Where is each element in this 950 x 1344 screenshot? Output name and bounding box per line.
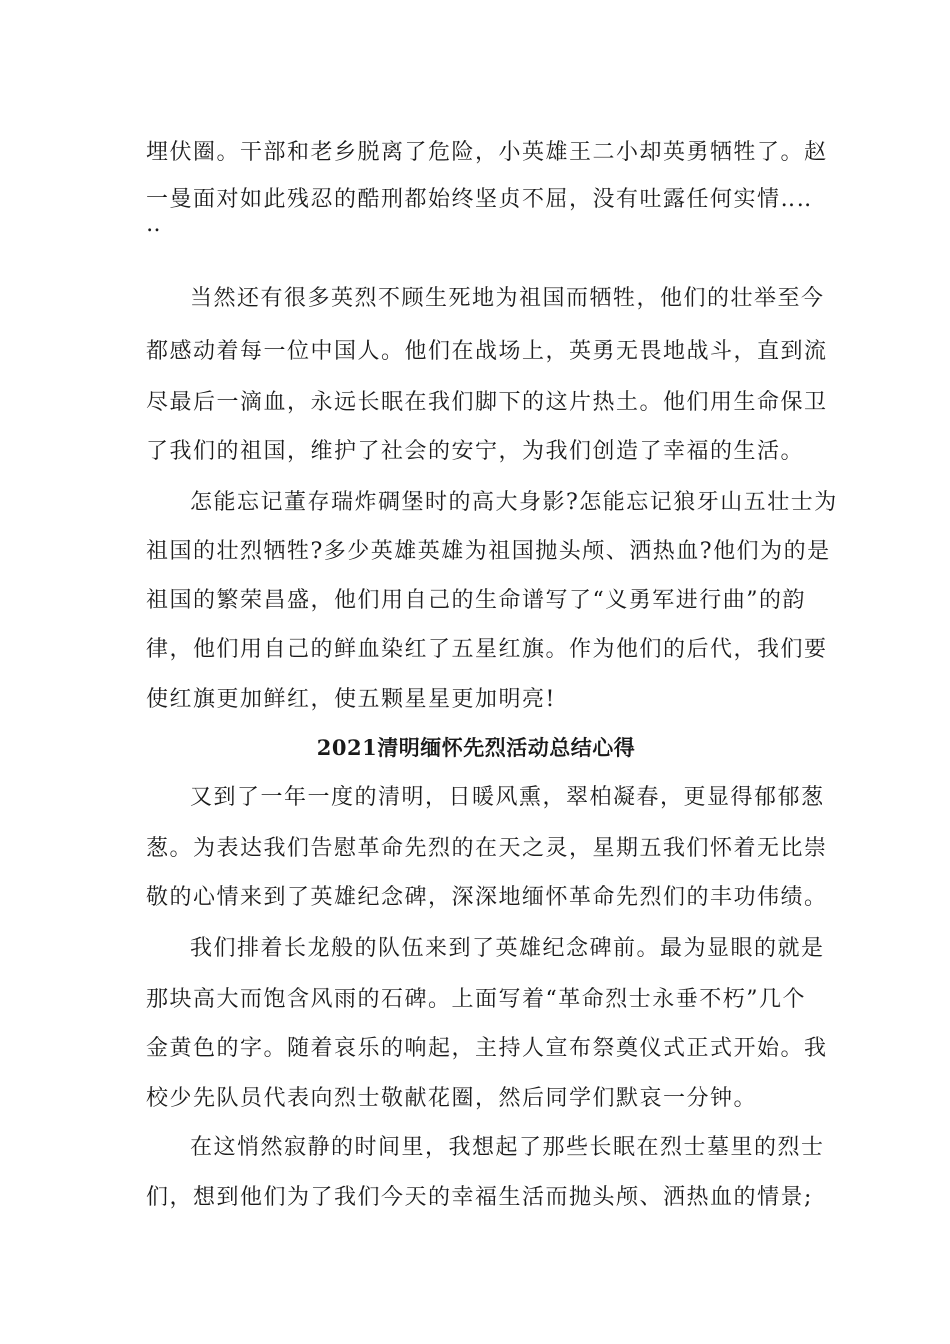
text-line: 都感动着每一位中国人。他们在战场上，英勇无畏地战斗，直到流 [146,339,828,364]
text-line: 祖国的繁荣昌盛，他们用自己的生命谱写了“义勇军进行曲”的韵 [146,588,806,613]
text-line: 使红旗更加鲜红，使五颗星星更加明亮! [146,687,556,712]
section-title: 2021清明缅怀先烈活动总结心得 [316,735,636,760]
text-line: 那块高大而饱含风雨的石碑。上面写着“革命烈士永垂不朽”几个 [146,987,806,1012]
text-line: 们，想到他们为了我们今天的幸福生活而抛头颅、洒热血的情景; [146,1185,813,1210]
text-line: 校少先队员代表向烈士敬献花圈，然后同学们默哀一分钟。 [146,1086,758,1111]
text-line: 一曼面对如此残忍的酷刑都始终坚贞不屈，没有吐露任何实情‥‥ [146,187,813,212]
text-line: 怎能忘记董存瑞炸碉堡时的高大身影?怎能忘记狼牙山五壮士为 [190,490,838,515]
text-line: 葱。为表达我们告慰革命先烈的在天之灵，星期五我们怀着无比崇 [146,836,828,861]
text-line: 埋伏圈。干部和老乡脱离了危险，小英雄王二小却英勇牺牲了。赵 [146,140,828,165]
text-line: 律，他们用自己的鲜血染红了五星红旗。作为他们的后代，我们要 [146,637,828,662]
text-line: 我们排着长龙般的队伍来到了英雄纪念碑前。最为显眼的就是 [190,936,825,961]
text-line: 尽最后一滴血，永远长眠在我们脚下的这片热土。他们用生命保卫 [146,390,828,415]
text-line: 敬的心情来到了英雄纪念碑，深深地缅怀革命先烈们的丰功伟绩。 [146,885,828,910]
text-line: 祖国的壮烈牺牲?多少英雄英雄为祖国抛头颅、洒热血?他们为的是 [146,539,831,564]
text-line: 金黄色的字。随着哀乐的响起，主持人宣布祭奠仪式正式开始。我 [146,1036,828,1061]
text-line: 当然还有很多英烈不顾生死地为祖国而牺牲，他们的壮举至今 [190,286,825,311]
text-line: 了我们的祖国，维护了社会的安宁，为我们创造了幸福的生活。 [146,439,805,464]
text-line: 又到了一年一度的清明，日暖风熏，翠柏凝春，更显得郁郁葱 [190,785,825,810]
text-line: 在这悄然寂静的时间里，我想起了那些长眠在烈士墓里的烈士 [190,1135,825,1160]
text-line: ‥ [146,212,163,237]
